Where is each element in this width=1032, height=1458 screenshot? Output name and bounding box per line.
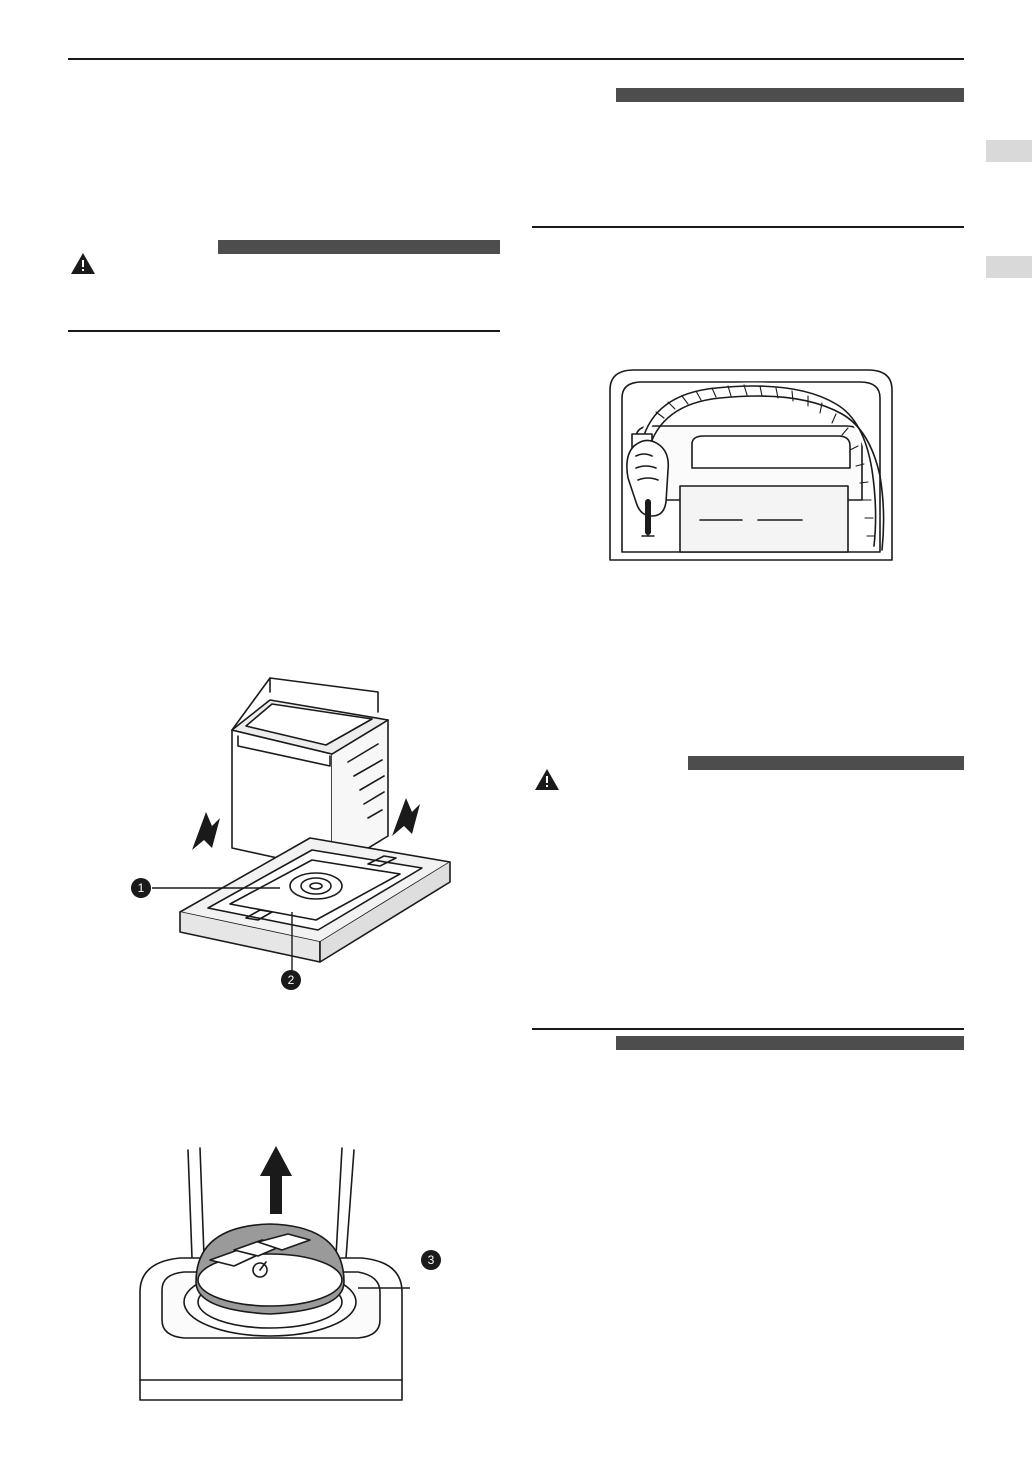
washer-on-pedestal-figure xyxy=(120,650,500,990)
callout-3: 3 xyxy=(421,1250,441,1270)
page-top-rule xyxy=(68,58,964,60)
callout-1: 1 xyxy=(131,878,151,898)
warning-triangle-icon xyxy=(70,252,96,275)
tub-lid-open-figure xyxy=(110,1130,450,1410)
left-warning-divider xyxy=(68,330,500,332)
warning-triangle-icon-2 xyxy=(534,768,560,791)
left-warning-heading-bar xyxy=(218,240,500,254)
right-heading-bar xyxy=(616,88,964,102)
right-warning-heading-bar xyxy=(688,756,964,770)
drain-hose-rear-panel-figure xyxy=(596,360,908,580)
right-lower-heading-bar xyxy=(616,1036,964,1050)
side-tab-lower xyxy=(986,256,1032,278)
callout-2: 2 xyxy=(281,970,301,990)
side-tab-upper xyxy=(986,140,1032,162)
right-upper-divider xyxy=(532,226,964,228)
right-lower-divider xyxy=(532,1028,964,1030)
